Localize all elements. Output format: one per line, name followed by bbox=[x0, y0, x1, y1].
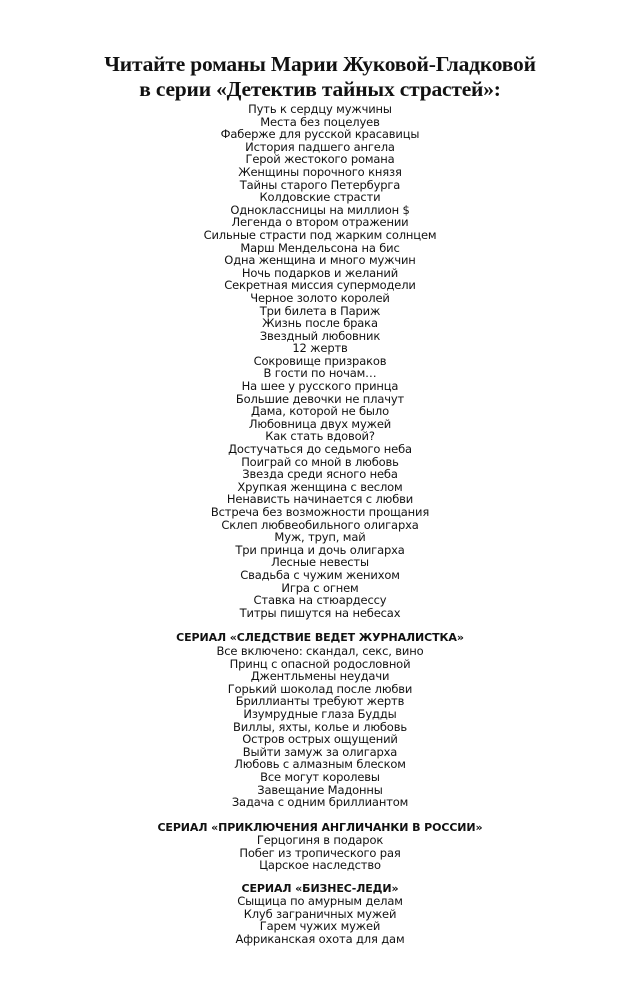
book-title: Герцогиня в подарок bbox=[256, 833, 384, 847]
book-title: 12 жертв bbox=[292, 341, 348, 356]
page-title-line-2: в серии «Детектив тайных страстей»: bbox=[139, 77, 501, 101]
book-title: Хрупкая женщина с веслом bbox=[237, 479, 403, 494]
book-title: Задача с одним бриллиантом bbox=[231, 795, 409, 810]
book-title: Встреча без возможности прощания bbox=[210, 505, 430, 519]
book-title: Места без поцелуев bbox=[260, 114, 380, 129]
book-title: Женщины порочного князя bbox=[238, 164, 402, 179]
page-title-line-1: Читайте романы Марии Жуковой-Гладковой bbox=[104, 52, 536, 76]
book-title: Выйти замуж за олигарха bbox=[242, 744, 398, 759]
book-title: Все включено: скандал, секс, вино bbox=[216, 644, 424, 658]
book-title: Муж, труп, май bbox=[274, 530, 366, 545]
book-title: Поиграй со мной в любовь bbox=[241, 454, 399, 469]
book-title: Остров острых ощущений bbox=[242, 732, 398, 747]
book-title: Три принца и дочь олигарха bbox=[235, 542, 405, 557]
book-title: Жизнь после брака bbox=[262, 316, 378, 331]
book-title: Черное золото королей bbox=[250, 290, 390, 305]
book-title: Одна женщина и много мужчин bbox=[224, 253, 416, 268]
series-book-list-business-lady bbox=[0, 895, 640, 945]
book-title: Колдовские страсти bbox=[259, 190, 381, 205]
book-title: Звезда среди ясного неба bbox=[242, 467, 398, 482]
book-title: Секретная миссия супермодели bbox=[224, 278, 416, 293]
book-title: Бриллианты требуют жертв bbox=[235, 694, 405, 709]
book-title: Дама, которой не было bbox=[251, 404, 389, 419]
book-title: Побег из тропического рая bbox=[239, 845, 401, 860]
book-title: Герой жестокого романа bbox=[245, 152, 395, 167]
book-title: Все могут королевы bbox=[260, 769, 380, 784]
book-title: Фаберже для русской красавицы bbox=[220, 127, 420, 142]
series-book-list-englishwoman bbox=[0, 834, 640, 872]
book-title: Клуб заграничных мужей bbox=[243, 906, 397, 921]
book-title: Три билета в Париж bbox=[259, 303, 381, 318]
book-title: Марш Мендельсона на бис bbox=[240, 240, 400, 255]
book-title: Любовь с алмазным блеском bbox=[234, 757, 406, 772]
book-title: Свадьба с чужим женихом bbox=[240, 567, 400, 582]
book-title: История падшего ангела bbox=[245, 139, 395, 154]
book-title: Склеп любвеобильного олигарха bbox=[221, 517, 419, 532]
main-book-list bbox=[0, 103, 640, 619]
book-title: Сокровище призраков bbox=[253, 353, 387, 368]
book-title: Как стать вдовой? bbox=[265, 429, 375, 444]
book-title: Ненависть начинается с любви bbox=[226, 492, 414, 507]
book-title: Звездный любовник bbox=[259, 328, 381, 343]
book-title: Путь к сердцу мужчины bbox=[248, 102, 392, 116]
book-title: Игра с огнем bbox=[281, 580, 359, 595]
series-title-business-lady: СЕРИАЛ «БИЗНЕС-ЛЕДИ» bbox=[241, 882, 399, 895]
book-title: Большие девочки не плачут bbox=[235, 391, 405, 406]
book-title: Гарем чужих мужей bbox=[259, 919, 381, 934]
book-title: Изумрудные глаза Будды bbox=[243, 706, 397, 721]
book-title: Принц с опасной родословной bbox=[229, 656, 411, 671]
book-title: Достучаться до седьмого неба bbox=[228, 442, 412, 457]
book-title: Сильные страсти под жарким солнцем bbox=[203, 227, 437, 242]
book-title: Тайны старого Петербурга bbox=[239, 177, 401, 192]
book-title: Легенда о втором отражении bbox=[231, 215, 409, 230]
book-title: Африканская охота для дам bbox=[235, 931, 405, 946]
book-title: Виллы, яхты, колье и любовь bbox=[233, 719, 407, 734]
series-title-englishwoman: СЕРИАЛ «ПРИКЛЮЧЕНИЯ АНГЛИЧАНКИ В РОССИИ» bbox=[157, 821, 483, 834]
book-title: Лесные невесты bbox=[271, 555, 369, 570]
book-title: Титры пишутся на небесах bbox=[239, 605, 401, 620]
book-title: Одноклассницы на миллион $ bbox=[230, 202, 410, 217]
book-title: Горький шоколад после любви bbox=[227, 681, 413, 696]
book-title: Царское наследство bbox=[259, 858, 381, 873]
series-book-list-journalist bbox=[0, 645, 640, 809]
book-title: Сыщица по амурным делам bbox=[237, 894, 403, 908]
book-title: Джентльмены неудачи bbox=[250, 669, 390, 684]
book-title: На шее у русского принца bbox=[241, 379, 399, 394]
book-title: В гости по ночам… bbox=[263, 366, 377, 381]
series-title-journalist: СЕРИАЛ «СЛЕДСТВИЕ ВЕДЕТ ЖУРНАЛИСТКА» bbox=[176, 631, 464, 644]
book-title: Завещание Мадонны bbox=[257, 782, 383, 797]
book-title: Ставка на стюардессу bbox=[253, 593, 387, 608]
book-title: Любовница двух мужей bbox=[248, 416, 392, 431]
book-title: Ночь подарков и желаний bbox=[241, 265, 399, 280]
